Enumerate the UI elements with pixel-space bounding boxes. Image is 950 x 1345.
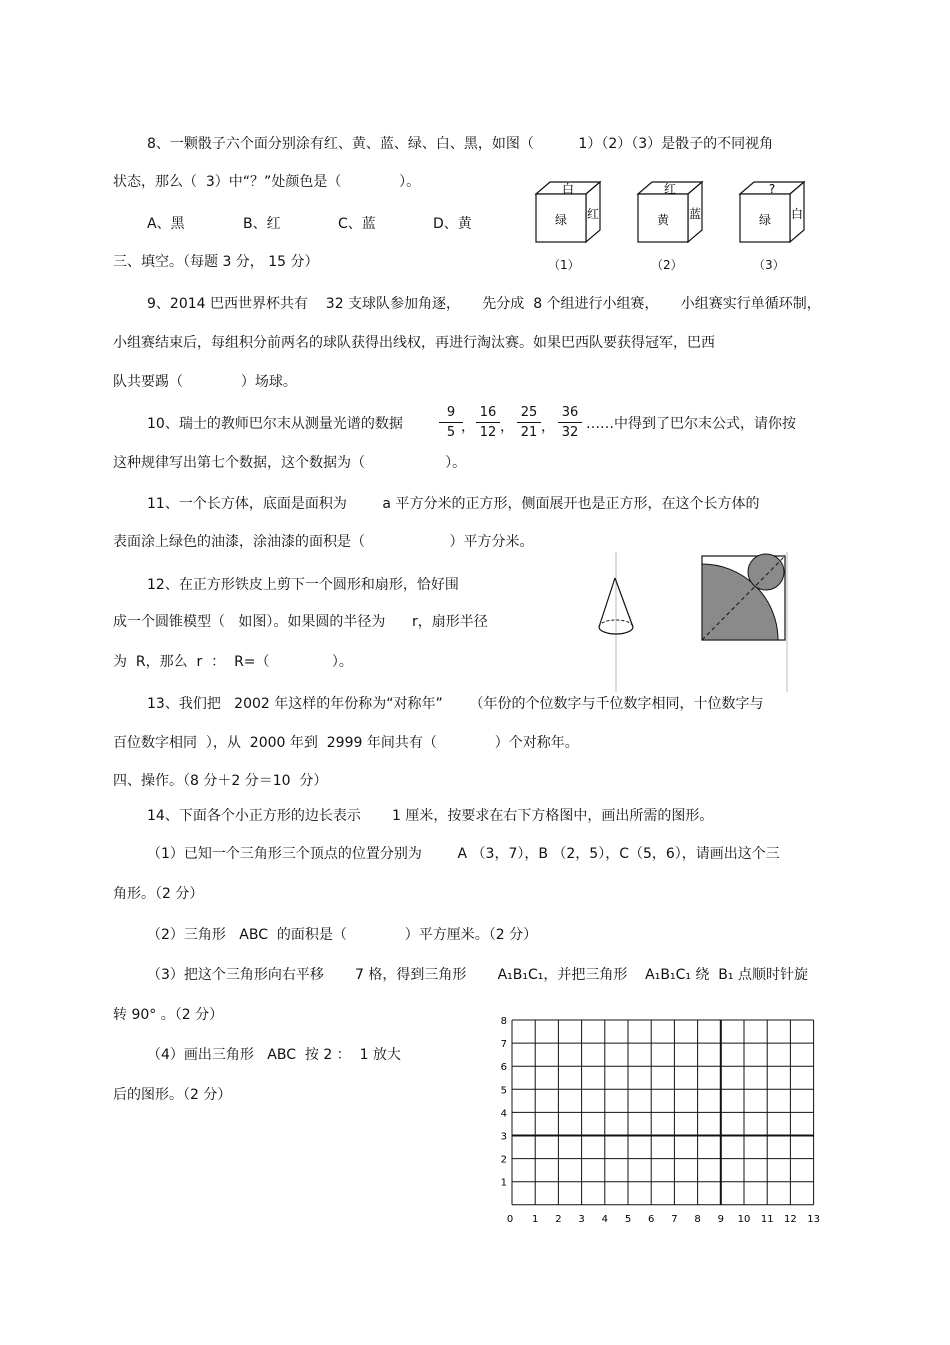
cone-figure: [593, 552, 643, 692]
q11-line1: 11、一个长方体，底面是面积为 a 平方分米的正方形，侧面展开也是正方形，在这个长方体的: [147, 496, 760, 512]
coordinate-grid: [490, 1010, 835, 1235]
y-tick-label: 3: [500, 1131, 507, 1143]
fraction-denominator: 32: [561, 425, 579, 440]
section-3-heading: 三、填空。（每题 3 分， 15 分）: [113, 254, 319, 270]
fraction-numerator: 16: [479, 405, 497, 420]
cube2-side-label: 蓝: [688, 207, 702, 221]
square-sector-circle-figure: [699, 552, 794, 692]
cube1-top-label: 白: [561, 182, 575, 196]
cube3-side-label: 白: [790, 207, 804, 221]
q14-part1-line1: （1）已知一个三角形三个顶点的位置分别为 A （3，7），B （2，5），C（5，6），请画出这个三: [147, 846, 780, 862]
cube1-caption: （1）: [548, 258, 580, 272]
fraction-numerator: 25: [520, 405, 538, 420]
cube3-front-label: 绿: [758, 213, 772, 227]
y-tick-label: 2: [500, 1154, 507, 1166]
x-tick-label: 6: [648, 1213, 655, 1225]
cube-figure-2: [636, 178, 706, 248]
x-tick-label: 12: [784, 1213, 797, 1225]
q12-line3: 为 R，那么 r ： R=（ ）。: [113, 654, 353, 670]
x-tick-label: 0: [506, 1213, 514, 1225]
y-tick-label: 1: [500, 1177, 507, 1189]
fraction-numerator: 36: [561, 405, 579, 420]
q10-comma-1: ，: [461, 419, 475, 435]
q10-fraction-4: [557, 405, 583, 440]
q10-prefix: 10、瑞士的教师巴尔末从测量光谱的数据: [147, 416, 403, 432]
fraction-denominator: 12: [479, 425, 497, 440]
q13-line2: 百位数字相同 ），从 2000 年到 2999 年间共有（ ）个对称年。: [113, 735, 579, 751]
q8-line2: 状态，那么（ 3）中“？”处颜色是（ ）。: [113, 174, 421, 190]
q14-part1-line2: 角形。（2 分）: [113, 886, 204, 902]
q10-line2: 这种规律写出第七个数据，这个数据为（ ）。: [113, 455, 467, 471]
q9-line1: 9、2014 巴西世界杯共有 32 支球队参加角逐， 先分成 8 个组进行小组赛， 小组赛实行单循环制，: [147, 296, 821, 312]
x-tick-label: 9: [717, 1213, 724, 1225]
y-tick-label: 6: [500, 1062, 507, 1074]
q8-line1: 8、一颗骰子六个面分别涂有红、黄、蓝、绿、白、黑，如图（ 1）（2）（3）是骰子的不同视角: [147, 136, 774, 152]
q10-comma-2: ，: [500, 419, 514, 435]
q10-suffix: ……中得到了巴尔末公式，请你按: [586, 416, 796, 432]
q14-part3-line2: 转 90° 。（2 分）: [113, 1007, 224, 1023]
cube1-side-label: 红: [586, 207, 600, 221]
x-tick-label: 11: [760, 1213, 774, 1225]
x-tick-label: 4: [601, 1213, 608, 1225]
fraction-denominator: 21: [520, 425, 538, 440]
x-tick-label: 3: [578, 1213, 585, 1225]
q14-part4-line2: 后的图形。（2 分）: [113, 1087, 232, 1103]
x-tick-label: 10: [737, 1213, 751, 1225]
fraction-numerator: 9: [446, 405, 456, 420]
cube2-top-label: 红: [663, 182, 677, 196]
section-4-heading: 四、操作。（8 分＋2 分＝10 分）: [113, 773, 328, 789]
fraction-denominator: 5: [446, 425, 456, 440]
x-tick-label: 1: [532, 1213, 539, 1225]
q8-option-c: C、蓝: [338, 216, 376, 232]
x-tick-label: 8: [694, 1213, 701, 1225]
q12-line1: 12、在正方形铁皮上剪下一个圆形和扇形，恰好围: [147, 577, 459, 593]
q14-part4-line1: （4）画出三角形 ABC 按 2 ： 1 放大: [147, 1047, 401, 1063]
q14-part3-line1: （3）把这个三角形向右平移 7 格，得到三角形 A₁B₁C₁，并把三角形 A₁B₁C₁ 绕 B₁ 点顺时针旋: [147, 967, 808, 983]
cube-figure-3: [738, 178, 808, 248]
y-tick-label: 4: [500, 1108, 507, 1120]
y-tick-label: 8: [500, 1016, 507, 1027]
cube3-top-label: ?: [768, 182, 776, 196]
q10-fraction-2: [475, 405, 501, 440]
q13-line1: 13、我们把 2002 年这样的年份称为“对称年” （年份的个位数字与千位数字相同，十位数字与: [147, 696, 764, 712]
q14-intro: 14、下面各个小正方形的边长表示 1 厘米，按要求在右下方格图中，画出所需的图形。: [147, 808, 714, 824]
q12-line2: 成一个圆锥模型（ 如图）。如果圆的半径为 r，扇形半径: [113, 614, 488, 630]
x-tick-label: 13: [807, 1213, 820, 1225]
x-tick-label: 5: [624, 1213, 632, 1225]
cube2-front-label: 黄: [656, 213, 670, 227]
q9-line3: 队共要踢（ ）场球。: [113, 374, 297, 390]
x-tick-label: 7: [671, 1213, 678, 1225]
q8-option-a: A、黑: [147, 216, 185, 232]
q8-option-d: D、黄: [433, 216, 472, 232]
q9-line2: 小组赛结束后，每组积分前两名的球队获得出线权，再进行淘汰赛。如果巴西队要获得冠军，巴西: [113, 335, 715, 351]
cube3-caption: （3）: [753, 258, 785, 272]
q10-fraction-3: [516, 405, 542, 440]
q8-option-b: B、红: [243, 216, 281, 232]
q14-part2: （2）三角形 ABC 的面积是（ ）平方厘米。（2 分）: [147, 927, 538, 943]
cube2-caption: （2）: [651, 258, 683, 272]
q11-line2: 表面涂上绿色的油漆，涂油漆的面积是（ ）平方分米。: [113, 534, 534, 550]
cube-figure-1: [534, 178, 604, 248]
y-tick-label: 7: [500, 1039, 507, 1051]
q10-comma-3: ，: [541, 419, 555, 435]
y-tick-label: 5: [500, 1085, 507, 1097]
x-tick-label: 2: [555, 1213, 562, 1225]
cube1-front-label: 绿: [554, 213, 568, 227]
